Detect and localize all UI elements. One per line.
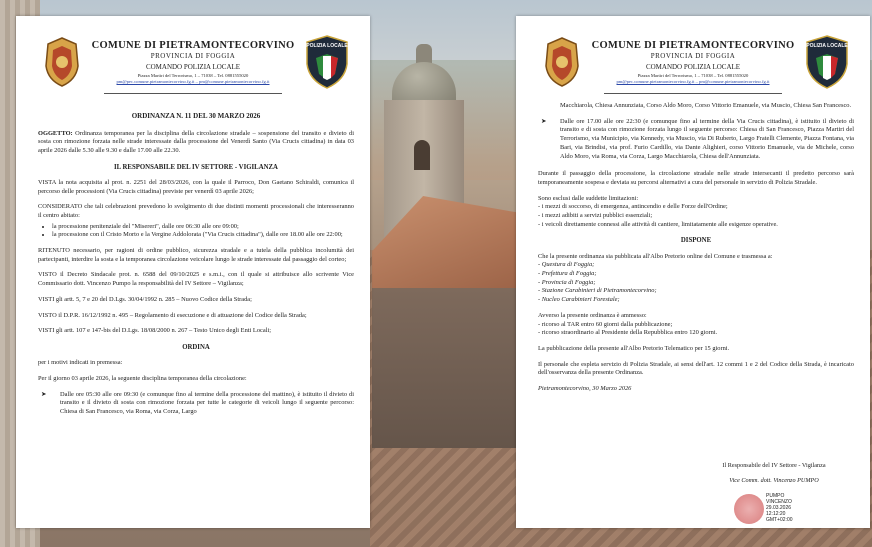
list-item: - Stazione Carabinieri di Pietramontecorvino; [538, 287, 657, 295]
route-continuation: Macchiarola, Chiesa Annunziata, Corso Aldo Moro, Corso Vittorio Emanuele, via Muscio, Chiesa San Francesco. [560, 102, 852, 109]
dispone-heading: DISPONE [680, 237, 712, 245]
police-badge-icon [804, 34, 850, 90]
stamp-line: GMT+02:00 [766, 516, 793, 523]
considerato-paragraph: CONSIDERATO che tali celebrazioni prevedono lo svolgimento di due distinti momenti processionali che interesseranno il centro abitato: [38, 203, 354, 219]
letterhead [516, 16, 870, 96]
tower-window [414, 140, 430, 170]
personale-paragraph: Il personale che espleta servizio di Polizia Stradale, ai sensi dell'art. 12 commi 1 e 2 del Codice della Strada, è incaricato dell'osservanza della presente Ordinanza. [538, 360, 854, 377]
address: Piazza Martiri del Terrorismo, 1 – 71038 – Tel. 0881555020 [137, 73, 249, 78]
page-1-body [38, 112, 354, 423]
letterhead [16, 16, 370, 96]
decreto-paragraph: VISTO il Decreto Sindacale prot. n. 6588 del 09/10/2025 e s.m.i., con il quale si attribuisce allo scrivente Vice Commissario dott. Vincenzo Pumpo la responsabilità del IV Settore – Vigilanza; [38, 271, 354, 288]
ordinance-title: ORDINANZA N. 11 DEL 30 MARZO 2026 [131, 112, 261, 120]
processions-list [38, 223, 354, 240]
recipients-intro: Che la presente ordinanza sia pubblicata all'Albo Pretorio online del Comune e trasmessa a: [538, 252, 773, 260]
list-item: • la processione con il Cristo Morto e la Vergine Addolorata ("Via Crucis cittadina"), dalle ore 18.00 alle ore 22:00; [52, 231, 354, 240]
appeals-intro: Avverso la presente ordinanza è ammesso: [538, 311, 647, 319]
vista-paragraph: VISTA la nota acquisita al prot. n. 2251 del 28/03/2026, con la quale il Parroco, Don Gaetano Schiraldi, comunica il percorso delle processioni (Via Crucis cittadina) previste per venerdì 03 aprile 2026; [38, 178, 354, 195]
document-page-2[interactable] [516, 16, 870, 528]
header-divider [604, 93, 782, 94]
address: Piazza Martiri del Terrorismo, 1 – 71038 – Tel. 0881555020 [637, 73, 749, 78]
giorno-paragraph: Per il giorno 03 aprile 2026, la seguente disciplina temporanea della circolazione: [38, 374, 247, 382]
list-item: - Prefettura di Foggia; [538, 270, 597, 278]
command-name: COMANDO POLIZIA LOCALE [145, 63, 241, 71]
stamp-line: 12:12:20 [766, 510, 786, 517]
municipality-title: COMUNE DI PIETRAMONTECORVINO [91, 40, 295, 51]
exclusions [538, 195, 854, 230]
subject-text: Ordinanza temporanea per la disciplina della circolazione stradale – sospensione del transito e divieto di sosta con rimozione forzata nelle strade interessate dalla processione del Venerdì Santo (Via Crucis cittadina) in data 03 aprile 2026 dalle 5.30 alle 9.30 e dalle 17.00 alle 22.30. [38, 129, 354, 154]
subject [38, 130, 354, 156]
responsible-heading: IL RESPONSABILE DEL IV SETTORE - VIGILANZA [114, 163, 278, 171]
municipal-crest-icon [42, 36, 82, 88]
police-badge-text: POLIZIA LOCALE [806, 43, 848, 49]
document-page-1[interactable] [16, 16, 370, 528]
signer-name: Vice Comm. dott. Vincenzo PUMPO [729, 477, 819, 484]
header-divider [104, 93, 282, 94]
digital-signature-seal-icon [734, 494, 764, 524]
pubblicazione-paragraph: La pubblicazione della presente all'Albo Pretorio Telematico per 15 giorni. [538, 345, 730, 352]
visto-dpr-paragraph: VISTO il D.P.R. 16/12/1992 n. 495 – Regolamento di esecuzione e di attuazione del Codice della Strada; [38, 311, 307, 319]
list-item: - i mezzi di soccorso, di emergenza, antincendio e delle Forze dell'Ordine; [538, 203, 728, 211]
stamp-line: 29.03.2026 [766, 504, 792, 511]
visti-enti-paragraph: VISTI gli artt. 107 e 147-bis del D.Lgs. 18/08/2000 n. 267 – Testo Unico degli Enti Locali; [38, 327, 272, 335]
province-name: PROVINCIA DI FOGGIA [650, 52, 736, 60]
stamp-line: PUMPO [766, 493, 785, 499]
signer-role: Il Responsabile del IV Settore - Vigilanza [722, 462, 826, 469]
subject-label: OGGETTO: [38, 129, 73, 137]
place-date: Pietramontecorvino, 30 Marzo 2026 [538, 385, 632, 393]
ordina-heading: ORDINA [182, 344, 210, 351]
route-evening: ➤ Dalle ore 17.00 alle ore 22:30 (e comunque fino al termine della Via Crucis cittadina), è istituito il divieto di transito e di sosta con rimozione forzata lungo il seguente percorso: Chiesa di San Francesco, Piazza Martiri del Terrorismo, via Municipio, via Kennedy, via Muscio, via Di Ruberto, Largo Fratelli Clemente, Piazza Fontana, via Bari, via Brindisi, via prof. Furio Cardillo, via Dante Alighieri, corso Vittorio Emanuele, via de Michele, corso Aldo Moro, via Roma, via Corza, Largo Macchiarola, Chiesa dell'Annunziata. [538, 118, 854, 162]
durante-paragraph: Durante il passaggio della processione, la circolazione stradale nelle strade intersecanti il predetto percorso sarà temporaneamente sospesa e deviata su percorsi alternativi a cura del personale in servizio di Polizia Stradale. [538, 170, 854, 186]
list-item: - ricorso al TAR entro 60 giorni dalla pubblicazione; [538, 320, 673, 328]
ritenuto-paragraph: RITENUTO necessario, per ragioni di ordine pubblico, sicurezza stradale e a tutela della pubblica incolumità dei partecipanti, interdire la sosta e la temporanea circolazione veicolare lungo le strade interessate dal passaggio del corteo; [38, 247, 354, 263]
email-links[interactable]: pm@pec.comune.pietramontecorvino.fg.it – pm@comune.pietramontecorvino.fg.it [116, 79, 270, 84]
police-badge-icon [304, 34, 350, 90]
digital-signature-stamp [766, 494, 793, 523]
email-links[interactable]: pm@pec.comune.pietramontecorvino.fg.it – pm@comune.pietramontecorvino.fg.it [616, 79, 770, 84]
list-item: - i mezzi adibiti a servizi pubblici essenziali; [538, 212, 653, 220]
municipality-title: COMUNE DI PIETRAMONTECORVINO [591, 40, 795, 51]
visti-artt-paragraph: VISTI gli artt. 5, 7 e 20 del D.Lgs. 30/04/1992 n. 285 – Nuovo Codice della Strada; [38, 295, 252, 303]
page-2-body [538, 102, 854, 401]
signature-block [704, 462, 844, 484]
list-item: - Provincia di Foggia; [538, 278, 596, 286]
route-morning: ➤ Dalle ore 05:30 alle ore 09:30 (e comunque fino al termine della processione del mattino), è istituito il divieto di transito e il divieto di sosta con rimozione forzata per tutte le categorie di veicoli lungo il seguente percorso: Chiesa di San Francesco, via Roma, via Corza, Largo [38, 391, 354, 417]
motivi-paragraph: per i motivi indicati in premessa: [38, 359, 123, 367]
municipal-crest-icon [542, 36, 582, 88]
appeals [538, 312, 854, 338]
list-item: - i veicoli direttamente connessi alle attività di cantiere, limitatamente alle esigenze operative. [538, 220, 778, 228]
recipients [538, 253, 854, 305]
exclusions-intro: Sono esclusi dalle suddette limitazioni: [538, 194, 639, 202]
list-item: • la processione penitenziale del "Misereri", dalle ore 06:30 alle ore 09:00; [52, 223, 354, 232]
stamp-line: VINCENZO [766, 498, 792, 505]
command-name: COMANDO POLIZIA LOCALE [645, 63, 741, 71]
police-badge-text: POLIZIA LOCALE [306, 43, 348, 49]
church-wall [372, 288, 518, 448]
list-item: - ricorso straordinario al Presidente della Repubblica entro 120 giorni. [538, 329, 718, 337]
list-item: - Nucleo Carabinieri Forestale; [538, 296, 620, 304]
list-item: - Questura di Foggia; [538, 261, 595, 269]
province-name: PROVINCIA DI FOGGIA [150, 52, 236, 60]
